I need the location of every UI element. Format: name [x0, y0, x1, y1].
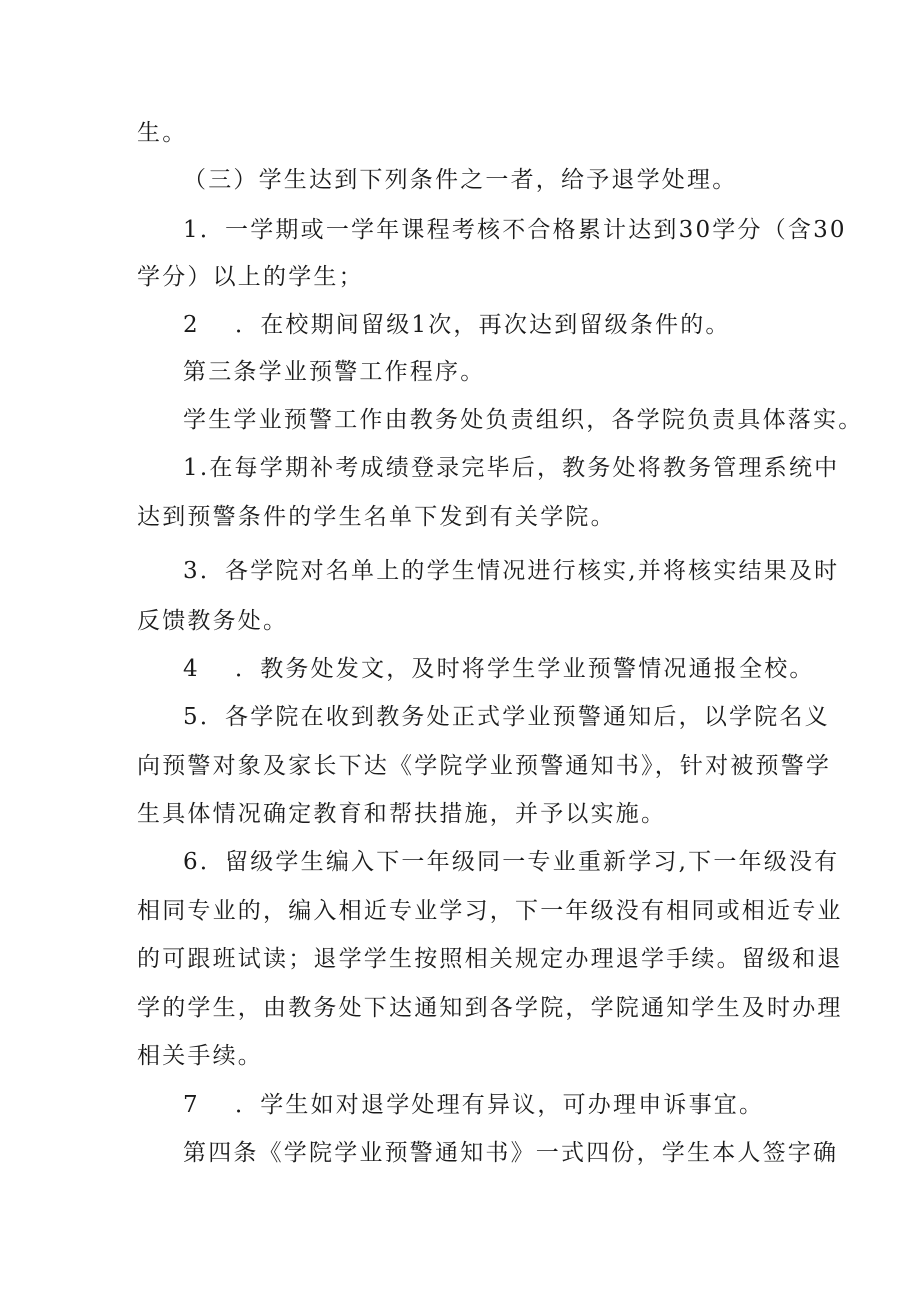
text-line: 学生学业预警工作由教务处负责组织，各学院负责具体落实。	[183, 407, 864, 433]
list-text: ．教务处发文，及时将学生学业预警情况通报全校。	[235, 656, 815, 682]
text-line: 反馈教务处。	[137, 608, 289, 634]
list-number: 4	[183, 656, 200, 682]
list-item	[183, 310, 731, 340]
text-line: 生。	[137, 120, 188, 146]
text-line: 相关手续。	[137, 1043, 263, 1069]
list-text: ．学生如对退学处理有异议，可办理申诉事宜。	[235, 1092, 765, 1118]
list-text: ．在校期间留级1次，再次达到留级条件的。	[235, 312, 731, 338]
text-line: 生具体情况确定教育和帮扶措施，并予以实施。	[137, 801, 667, 827]
list-item	[183, 1090, 764, 1120]
text-line: 的可跟班试读；退学学生按照相关规定办理退学手续。留级和退	[137, 946, 843, 972]
text-line: 学分）以上的学生；	[137, 264, 364, 290]
text-line: 学的学生，由教务处下达通知到各学院，学院通知学生及时办理	[137, 995, 843, 1021]
text-line: 6．留级学生编入下一年级同一专业重新学习,下一年级没有	[183, 849, 840, 875]
text-line: 达到预警条件的学生名单下发到有关学院。	[137, 504, 616, 530]
text-line: 3．各学院对名单上的学生情况进行核实,并将核实结果及时	[183, 558, 840, 584]
list-number: 7	[183, 1092, 200, 1118]
text-line: 1．一学期或一学年课程考核不合格累计达到30学分（含30	[183, 217, 847, 243]
list-item	[183, 654, 815, 684]
section-heading: （三）学生达到下列条件之一者，给予退学处理。	[183, 167, 738, 193]
article-heading: 第四条《学院学业预警通知书》一式四份，学生本人签字确	[183, 1140, 839, 1166]
list-number: 2	[183, 312, 200, 338]
text-line: 5．各学院在收到教务处正式学业预警通知后，以学院名义	[183, 704, 830, 730]
text-line: 向预警对象及家长下达《学院学业预警通知书》，针对被预警学	[137, 753, 832, 779]
article-heading: 第三条学业预警工作程序。	[183, 359, 486, 385]
text-line: 1.在每学期补考成绩登录完毕后，教务处将教务管理系统中	[183, 455, 840, 481]
text-line: 相同专业的，编入相近专业学习，下一年级没有相同或相近专业	[137, 898, 843, 924]
